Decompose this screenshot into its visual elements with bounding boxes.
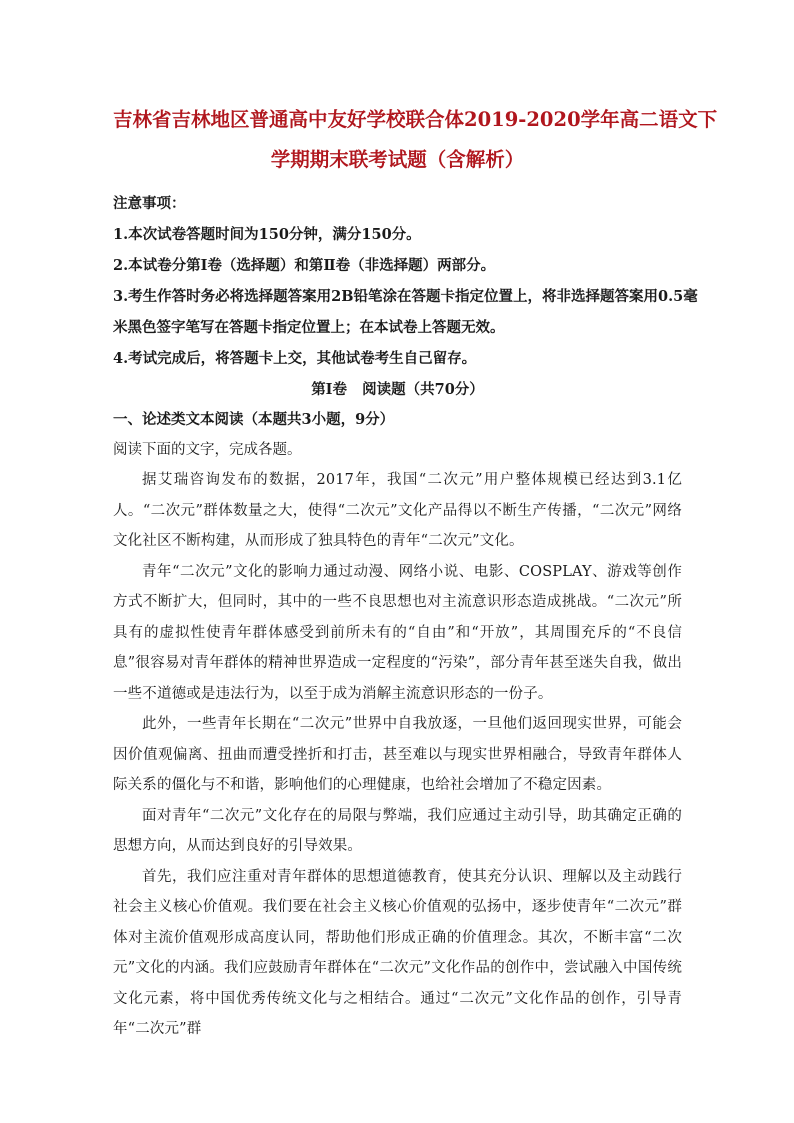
note-item: 1.本次试卷答题时间为150分钟，满分150分。 [113, 226, 421, 243]
passage-paragraph: 面对青年“二次元”文化存在的局限与弊端，我们应通过主动引导，助其确定正确的思想方向，从而达到良好的引导效果。 [113, 807, 682, 854]
part-heading: 第Ⅰ卷 阅读题（共70分） [311, 381, 484, 398]
document-title [113, 100, 718, 180]
note-item: 2.本试卷分第Ⅰ卷（选择题）和第Ⅱ卷（非选择题）两部分。 [113, 257, 496, 274]
note-item: 米黑色签字笔写在答题卡指定位置上；在本试卷上答题无效。 [113, 319, 505, 336]
title-line-2: 学期期末联考试题（含解析） [270, 148, 525, 171]
reading-passage [113, 465, 682, 1045]
passage-paragraph: 首先，我们应注重对青年群体的思想道德教育，使其充分认识、理解以及主动践行社会主义核心价值观。我们要在社会主义核心价值观的弘扬中，逐步使青年“二次元”群体对主流价值观形成高度认同，帮助他们形成正确的价值理念。其次，不断丰富“二次元”文化的内涵。我们应鼓励青年群体在“二次元”文化作品的创作中，尝试融入中国传统文化元素，将中国优秀传统文化与之相结合。通过“二次元”文化作品的创作，引导青年“二次元”群 [113, 868, 682, 1037]
instruction-text: 阅读下面的文字，完成各题。 [113, 442, 302, 458]
passage-paragraph: 据艾瑞咨询发布的数据，2017年，我国“二次元”用户整体规模已经达到3.1亿人。“二次元”群体数量之大，使得“二次元”文化产品得以不断生产传播，“二次元”网络文化社区不断构建，从而形成了独具特色的青年“二次元”文化。 [113, 472, 682, 549]
notes-heading: 注意事项： [113, 195, 186, 212]
passage-paragraph: 青年“二次元”文化的影响力通过动漫、网络小说、电影、COSPLAY、游戏等创作方式不断扩大，但同时，其中的一些不良思想也对主流意识形态造成挑战。“二次元”所具有的虚拟性使青年群体感受到前所未有的“自由”和“开放”，其周围充斥的“不良信息”很容易对青年群体的精神世界造成一定程度的“污染”，部分青年甚至迷失自我，做出一些不道德或是违法行为，以至于成为消解主流意识形态的一份子。 [113, 563, 682, 702]
title-line-1: 吉林省吉林地区普通高中友好学校联合体2019-2020学年高二语文下 [113, 108, 718, 131]
section-heading: 一、论述类文本阅读（本题共3小题，9分） [113, 411, 395, 428]
notes-block [113, 188, 698, 374]
passage-paragraph: 此外，一些青年长期在“二次元”世界中自我放逐，一旦他们返回现实世界，可能会因价值观偏离、扭曲而遭受挫折和打击，甚至难以与现实世界相融合，导致青年群体人际关系的僵化与不和谐，影响他们的心理健康，也给社会增加了不稳定因素。 [113, 716, 682, 793]
note-item: 4.考试完成后，将答题卡上交，其他试卷考生自己留存。 [113, 350, 477, 367]
note-item: 3.考生作答时务必将选择题答案用2B铅笔涂在答题卡指定位置上，将非选择题答案用0.5毫 [113, 288, 698, 305]
